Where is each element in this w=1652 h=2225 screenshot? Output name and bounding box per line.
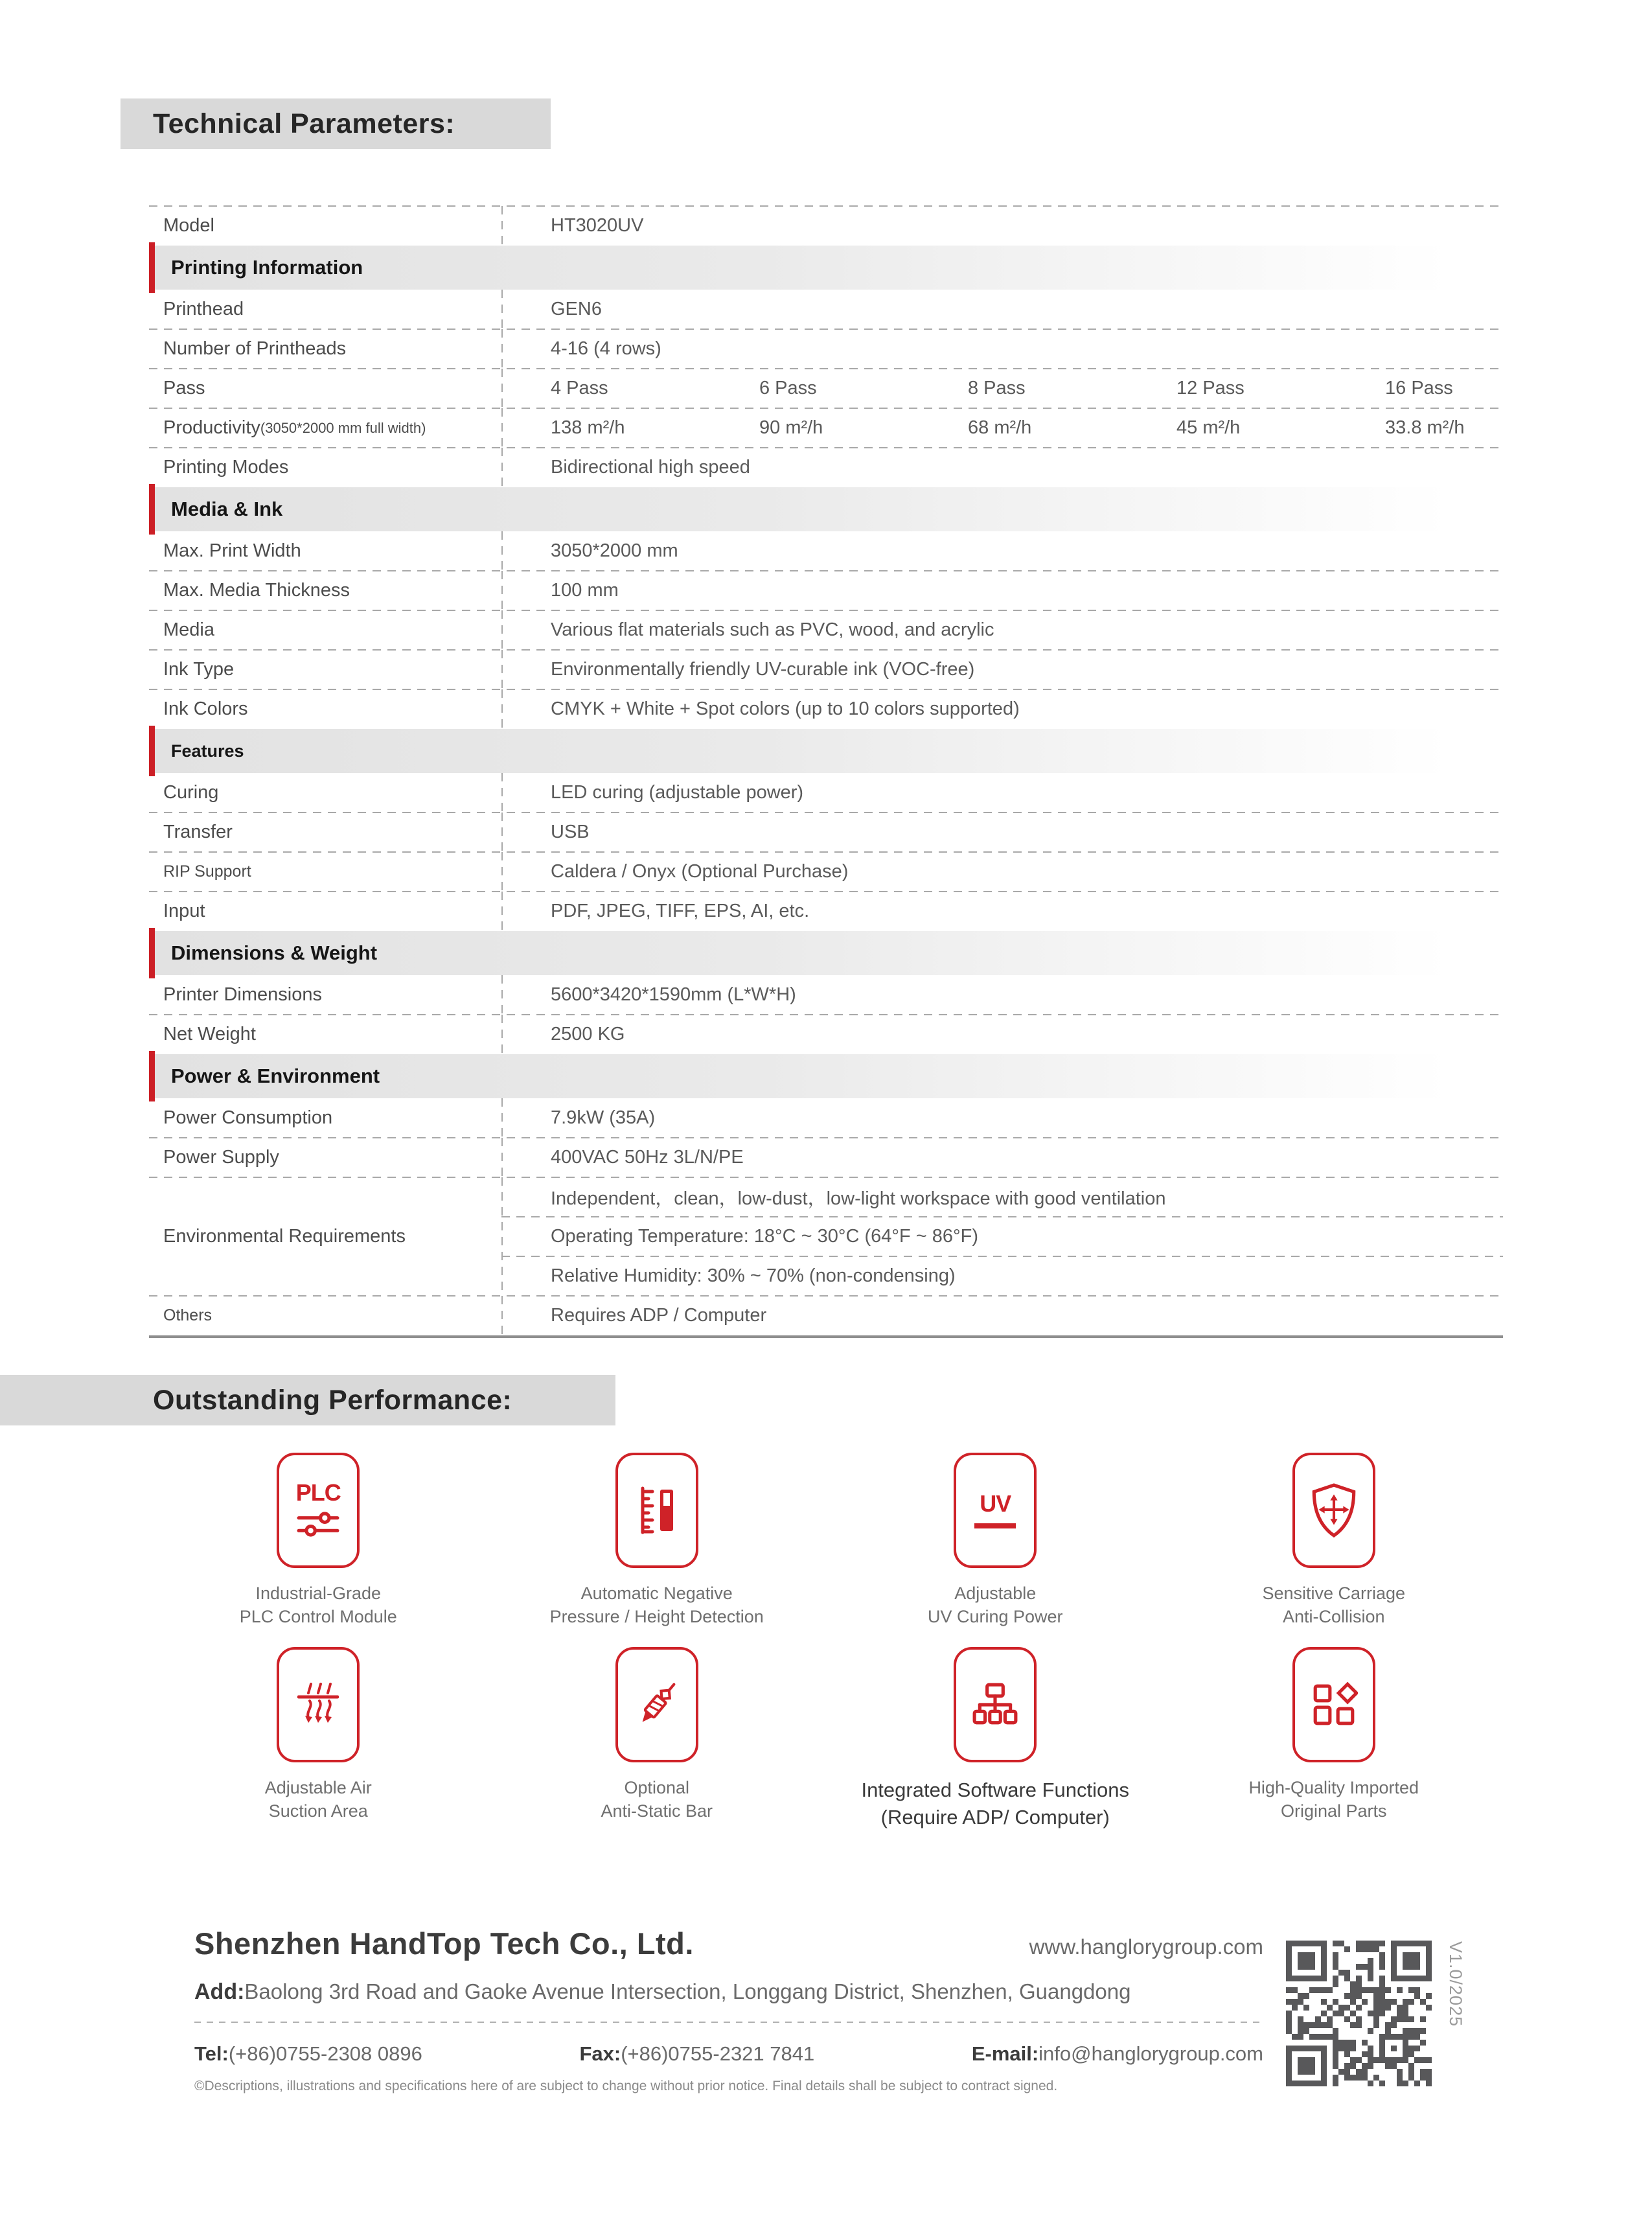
spec-label-text: Model (163, 215, 214, 236)
feature-label-line: Original Parts (1280, 1801, 1387, 1821)
spec-row (149, 1098, 1503, 1138)
spec-label-text: Curing (163, 782, 219, 803)
spec-row (149, 329, 1503, 369)
spec-label (149, 610, 501, 650)
spec-label (149, 773, 501, 813)
spec-section-header: Power & Environment (149, 1054, 1503, 1098)
feature-card (488, 1453, 827, 1630)
spec-values (501, 689, 1503, 729)
spec-value: 400VAC 50Hz 3L/N/PE (551, 1147, 744, 1168)
spec-label (149, 852, 501, 892)
spec-label-text: Printhead (163, 299, 244, 319)
spec-label-text: Max. Print Width (163, 540, 301, 561)
section-title-outstanding-performance: Outstanding Performance: (0, 1375, 615, 1425)
spec-label-text: Input (163, 901, 205, 921)
feature-label-line: Optional (624, 1778, 690, 1797)
spec-value: USB (551, 822, 590, 842)
spec-row (149, 813, 1503, 852)
anti-collision-shield-icon (1292, 1453, 1375, 1568)
feature-card (149, 1647, 488, 1831)
spec-label-text: Max. Media Thickness (163, 580, 350, 601)
spec-subrow (501, 1217, 1503, 1256)
feature-label (1262, 1582, 1405, 1630)
spec-label (149, 448, 501, 487)
spec-value: GEN6 (551, 299, 602, 319)
spec-label-text: Productivity (163, 417, 260, 438)
feature-label (240, 1582, 397, 1630)
spec-label-text: Net Weight (163, 1024, 256, 1044)
spec-value: 138 m²/h (551, 417, 625, 438)
spec-label-note: (3050*2000 mm full width) (260, 419, 426, 436)
spec-values (501, 329, 1503, 369)
spec-row (149, 689, 1503, 729)
uv-curing-icon-text: UV (980, 1490, 1011, 1517)
feature-label-line: Integrated Software Functions (861, 1779, 1130, 1801)
spec-label-text: Printing Modes (163, 457, 289, 478)
spec-value: PDF, JPEG, TIFF, EPS, AI, etc. (551, 901, 810, 921)
spec-label (149, 892, 501, 931)
tel-label: Tel: (194, 2042, 229, 2065)
spec-value: 2500 KG (551, 1024, 625, 1044)
fax-label: Fax: (579, 2042, 621, 2065)
feature-label-line: High-Quality Imported (1248, 1778, 1419, 1797)
feature-label-line: Anti-Collision (1282, 1606, 1385, 1626)
spec-label (149, 650, 501, 689)
spec-label-text: Others (163, 1306, 212, 1324)
spec-value: Relative Humidity: 30% ~ 70% (non-condensing) (551, 1265, 956, 1286)
spec-label-text: Environmental Requirements (163, 1226, 406, 1247)
spec-value: Caldera / Onyx (Optional Purchase) (551, 861, 849, 882)
spec-value: 3050*2000 mm (551, 540, 678, 561)
feature-label (1248, 1777, 1419, 1825)
spec-label-text: Media (163, 619, 214, 640)
spec-row (149, 852, 1503, 892)
email-value: info@hanglorygroup.com (1038, 2042, 1263, 2065)
spec-value: 7.9kW (35A) (551, 1107, 656, 1128)
feature-label-line: UV Curing Power (927, 1606, 1063, 1626)
spec-values (501, 773, 1503, 813)
spec-label-text: Printer Dimensions (163, 984, 322, 1005)
spec-value: 68 m²/h (968, 417, 1032, 438)
footer-top-row (194, 1926, 1263, 1961)
spec-value: 6 Pass (759, 378, 817, 398)
feature-label-line: PLC Control Module (239, 1606, 397, 1626)
spec-value: 33.8 m²/h (1385, 417, 1465, 438)
qr-code-image (1286, 1941, 1432, 2086)
height-detection-icon (615, 1453, 698, 1568)
spec-values (501, 1138, 1503, 1177)
spec-values (501, 813, 1503, 852)
spec-row (149, 1296, 1503, 1335)
spec-value: HT3020UV (551, 215, 644, 236)
spec-label (149, 206, 501, 246)
spec-values (501, 369, 1503, 408)
feature-label-line: Suction Area (268, 1801, 368, 1821)
spec-label (149, 813, 501, 852)
spec-value: Environmentally friendly UV-curable ink (VOC-free) (551, 659, 975, 680)
spec-values (501, 610, 1503, 650)
spec-value: 4 Pass (551, 378, 608, 398)
spec-label-text: RIP Support (163, 862, 251, 881)
spec-values (501, 1177, 1503, 1296)
spec-label (149, 1138, 501, 1177)
spec-label-text: Power Consumption (163, 1107, 333, 1128)
feature-label-line: Sensitive Carriage (1262, 1584, 1406, 1603)
spec-value: CMYK + White + Spot colors (up to 10 colors supported) (551, 698, 1020, 719)
address-value: Baolong 3rd Road and Gaoke Avenue Intersection, Longgang District, Shenzhen, Guangdong (244, 1979, 1131, 2003)
footer-divider (194, 2022, 1263, 2023)
software-functions-icon (954, 1647, 1037, 1762)
email-label: E-mail: (971, 2042, 1039, 2065)
page-title: Technical Parameters: (120, 98, 551, 149)
spec-values (501, 892, 1503, 931)
spec-label-text: Number of Printheads (163, 338, 347, 359)
spec-label-text: Transfer (163, 822, 233, 842)
spec-row (149, 892, 1503, 931)
spec-row (149, 448, 1503, 487)
spec-value: LED curing (adjustable power) (551, 782, 804, 803)
footer (194, 1926, 1263, 2094)
spec-value: 100 mm (551, 580, 619, 601)
air-suction-icon (277, 1647, 360, 1762)
spec-table (149, 206, 1503, 1338)
feature-card (826, 1453, 1165, 1630)
spec-values (501, 206, 1503, 246)
feature-label (861, 1777, 1129, 1831)
spec-value: 5600*3420*1590mm (L*W*H) (551, 984, 796, 1005)
feature-card (488, 1647, 827, 1831)
spec-label (149, 1015, 501, 1054)
plc-control-icon (277, 1453, 360, 1568)
contacts-row (194, 2042, 1263, 2066)
spec-section-header: Dimensions & Weight (149, 931, 1503, 975)
address-label: Add: (194, 1979, 245, 2004)
spec-value: 90 m²/h (759, 417, 823, 438)
spec-value: Operating Temperature: 18°C ~ 30°C (64°F ~ 86°F) (551, 1226, 979, 1247)
spec-values (501, 852, 1503, 892)
feature-label-line: Industrial-Grade (255, 1584, 382, 1603)
spec-row (149, 650, 1503, 689)
spec-label-text: Pass (163, 378, 205, 398)
spec-values (501, 1015, 1503, 1054)
feature-label-line: Pressure / Height Detection (549, 1606, 764, 1626)
spec-section-header: Printing Information (149, 246, 1503, 290)
spec-label (149, 329, 501, 369)
tel-entry (194, 2042, 422, 2066)
spec-value: 8 Pass (968, 378, 1026, 398)
company-website: www.hanglorygroup.com (1029, 1935, 1263, 1959)
spec-value: 4-16 (4 rows) (551, 338, 661, 359)
feature-label (550, 1582, 764, 1630)
spec-section-header: Features (149, 729, 1503, 773)
spec-label (149, 1098, 501, 1138)
spec-values (501, 1098, 1503, 1138)
feature-label-line: Adjustable (954, 1584, 1037, 1603)
feature-label (601, 1777, 713, 1825)
spec-values (501, 571, 1503, 610)
imported-parts-icon (1292, 1647, 1375, 1762)
spec-label (149, 1296, 501, 1335)
spec-label-text: Ink Type (163, 659, 235, 680)
spec-label (149, 1177, 501, 1296)
spec-value: Bidirectional high speed (551, 457, 750, 478)
spec-row (149, 975, 1503, 1015)
spec-value: Independent，clean，low-dust，low-light workspace with good ventilation (551, 1188, 1166, 1209)
spec-row (149, 773, 1503, 813)
spec-values (501, 531, 1503, 571)
spec-values (501, 650, 1503, 689)
spec-value: 16 Pass (1385, 378, 1453, 398)
spec-label-text: Ink Colors (163, 698, 248, 719)
version-label: V1.0/2025 (1446, 1941, 1465, 2027)
fax-entry (579, 2042, 814, 2066)
spec-value: Various flat materials such as PVC, wood, and acrylic (551, 619, 994, 640)
spec-row (149, 610, 1503, 650)
feature-card (1165, 1453, 1504, 1630)
spec-label-text: Power Supply (163, 1147, 279, 1168)
company-name: Shenzhen HandTop Tech Co., Ltd. (194, 1926, 694, 1961)
feature-label (928, 1582, 1063, 1630)
tel-value: (+86)0755-2308 0896 (228, 2042, 422, 2065)
anti-static-bar-icon (615, 1647, 698, 1762)
spec-row (149, 206, 1503, 246)
plc-control-icon-text: PLC (295, 1479, 341, 1506)
spec-value: 12 Pass (1176, 378, 1245, 398)
spec-label (149, 571, 501, 610)
disclaimer-text: ©Descriptions, illustrations and specifications here of are subject to change without prior notice. Final details shall be subject to contract signed. (194, 2079, 1058, 2093)
feature-label-line: Automatic Negative (580, 1584, 733, 1603)
spec-label (149, 369, 501, 408)
spec-row (149, 1015, 1503, 1054)
spec-row (149, 408, 1503, 448)
spec-row (149, 290, 1503, 329)
spec-values (501, 975, 1503, 1015)
spec-row (149, 571, 1503, 610)
spec-value: Requires ADP / Computer (551, 1305, 767, 1326)
spec-subrow (501, 1177, 1503, 1217)
spec-label (149, 689, 501, 729)
spec-row (149, 1177, 1503, 1296)
spec-values (501, 448, 1503, 487)
qr-code (1286, 1941, 1432, 2086)
uv-underline (974, 1523, 1016, 1528)
spec-label (149, 531, 501, 571)
spec-label (149, 290, 501, 329)
spec-row (149, 369, 1503, 408)
email-entry (972, 2042, 1263, 2066)
fax-value: (+86)0755-2321 7841 (621, 2042, 815, 2065)
spec-section-header: Media & Ink (149, 487, 1503, 531)
features-grid (149, 1453, 1503, 1831)
uv-curing-icon (954, 1453, 1037, 1568)
spec-row (149, 1138, 1503, 1177)
spec-values (501, 408, 1503, 448)
spec-label (149, 975, 501, 1015)
spec-values (501, 290, 1503, 329)
feature-label-line: Adjustable Air (264, 1778, 372, 1797)
feature-label-line: (Require ADP/ Computer) (880, 1805, 1110, 1828)
spec-label (149, 408, 501, 448)
feature-card (149, 1453, 488, 1630)
address-line (194, 1979, 1263, 2005)
spec-value: 45 m²/h (1176, 417, 1241, 438)
spec-row (149, 531, 1503, 571)
feature-label-line: Anti-Static Bar (601, 1801, 713, 1821)
spec-values (501, 1296, 1503, 1335)
feature-card (1165, 1647, 1504, 1831)
feature-card (826, 1647, 1165, 1831)
spec-subrow (501, 1256, 1503, 1296)
feature-label (265, 1777, 372, 1825)
